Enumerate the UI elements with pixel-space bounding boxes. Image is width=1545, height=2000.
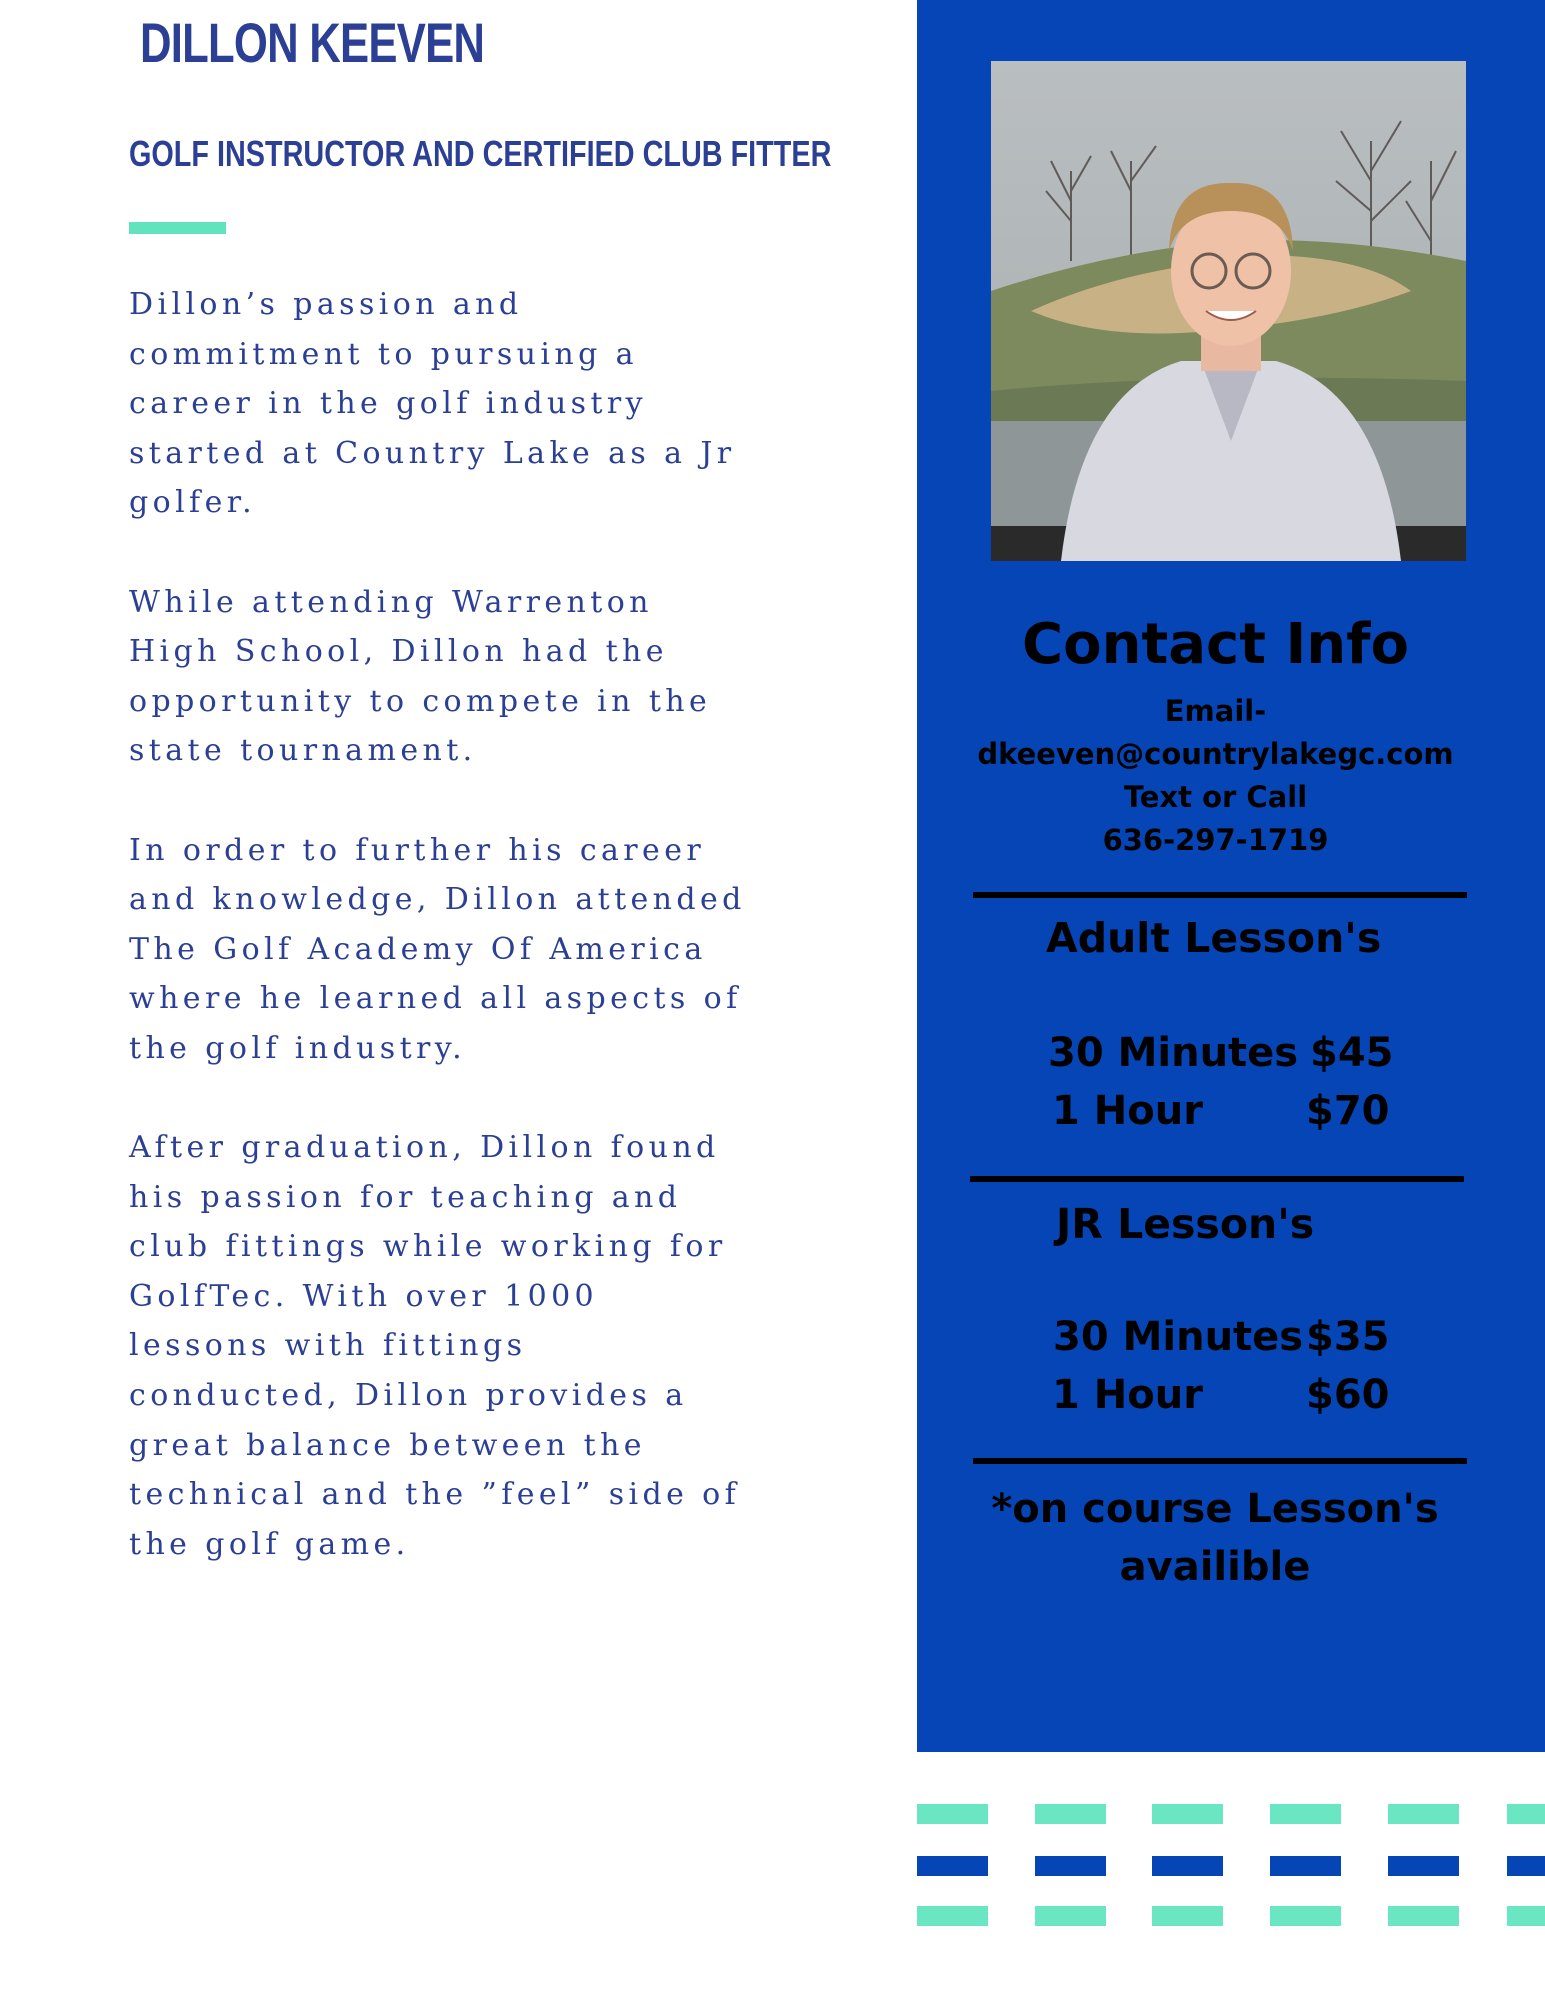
dash-decoration [1507,1804,1545,1824]
dash-decoration [1270,1804,1341,1824]
email-address[interactable]: dkeeven@countrylakegc.com [977,737,1454,771]
adult-lesson-duration: 1 Hour [1052,1088,1203,1134]
dash-decoration [1152,1856,1223,1876]
dash-decoration [1507,1856,1545,1876]
dash-decoration [1388,1906,1459,1926]
section-divider [970,1176,1464,1182]
dash-decoration [1507,1906,1545,1926]
jr-lesson-duration: 30 Minutes [1053,1314,1304,1360]
dash-decoration [1270,1856,1341,1876]
adult-lessons-heading: Adult Lesson's [1046,914,1382,962]
bio-paragraph: Dillon’s passion and commitment to pursuing a career in the golf industry started at Country Lake as a Jr golfer. [129,287,736,521]
dash-decoration [917,1804,988,1824]
accent-divider [129,222,226,234]
golf-course-portrait-image [991,61,1466,561]
dash-decoration [1152,1906,1223,1926]
dash-decoration [1152,1804,1223,1824]
phone-label: Text or Call [1123,780,1308,814]
bio-paragraph: After graduation, Dillon found his passion for teaching and club fittings while working for GolfTec. With over 1000 lessons with fittings conducted, Dillon provides a great balance between the technical and the ”feel” side of the golf game. [129,1130,741,1562]
dash-decoration [1035,1856,1106,1876]
dash-decoration [917,1906,988,1926]
bio-paragraph: In order to further his career and knowledge, Dillon attended The Golf Academy Of America where he learned all aspects of the golf industry. [129,832,746,1066]
email-label: Email- [1164,694,1267,728]
dash-decoration [1035,1906,1106,1926]
jr-lesson-duration: 1 Hour [1052,1372,1203,1418]
on-course-lessons-note: *on course Lesson's availible [991,1486,1439,1590]
jr-lesson-price: $60 [1306,1372,1390,1418]
instructor-name: DILLON KEEVEN [140,11,485,74]
dash-decoration [1388,1804,1459,1824]
section-divider [973,892,1467,898]
adult-lesson-duration: 30 Minutes [1048,1030,1299,1076]
adult-lesson-price: $45 [1310,1030,1394,1076]
jr-lesson-price: $35 [1306,1314,1390,1360]
jr-lessons-heading: JR Lesson's [1056,1200,1315,1248]
dash-decoration [1035,1804,1106,1824]
biography [129,280,749,1619]
dash-decoration [1388,1856,1459,1876]
dash-decoration [1270,1906,1341,1926]
bio-paragraph: While attending Warrenton High School, Dillon had the opportunity to compete in the state tournament. [129,584,712,769]
instructor-title: GOLF INSTRUCTOR AND CERTIFIED CLUB FITTER [129,133,832,174]
contact-heading: Contact Info [1022,612,1409,677]
phone-number[interactable]: 636-297-1719 [1102,823,1329,857]
dash-decoration [917,1856,988,1876]
section-divider [973,1458,1467,1464]
instructor-photo [991,61,1466,561]
adult-lesson-price: $70 [1306,1088,1390,1134]
